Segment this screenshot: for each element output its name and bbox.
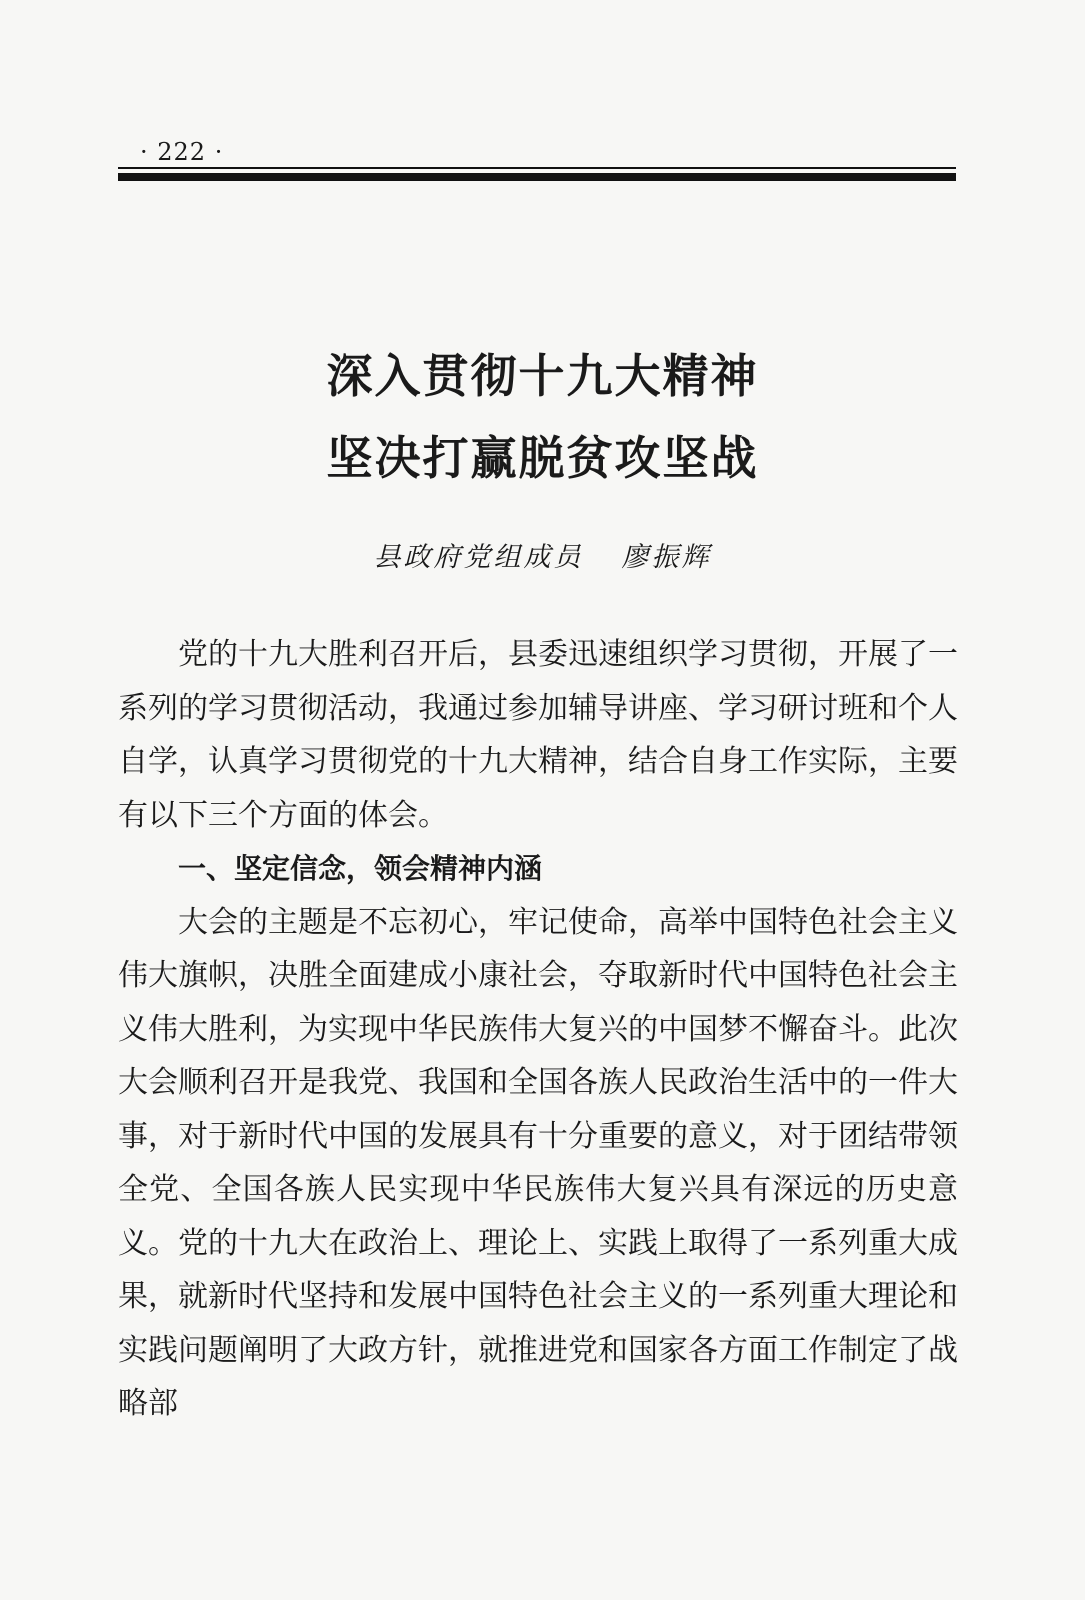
page-header [118, 130, 956, 190]
author-role: 县政府党组成员 [373, 542, 584, 573]
body-paragraph: 大会的主题是不忘初心，牢记使命，高举中国特色社会主义伟大旗帜，决胜全面建成小康社会，夺取新时代中国特色社会主义伟大胜利，为实现中华民族伟大复兴的中国梦不懈奋斗。此次大会顺利召开是我党、我国和全国各族人民政治生活中的一件大事，对于新时代中国的发展具有十分重要的意义，对于团结带领全党、全国各族人民实现中华民族伟大复兴具有深远的历史意义。党的十九大在政治上、理论上、实践上取得了一系列重大成果，就新时代坚持和发展中国特色社会主义的一系列重大理论和实践问题阐明了大政方针，就推进党和国家各方面工作制定了战略部 [118, 904, 958, 1421]
author-name: 廖振辉 [621, 542, 712, 573]
body-paragraph: 党的十九大胜利召开后，县委迅速组织学习贯彻，开展了一系列的学习贯彻活动，我通过参加辅导讲座、学习研讨班和个人自学，认真学习贯彻党的十九大精神，结合自身工作实际，主要有以下三个方面的体会。 [118, 637, 958, 833]
page-number: · 222 · [140, 138, 224, 166]
author-line [0, 535, 1085, 574]
title-line-1: 深入贯彻十九大精神 [326, 349, 759, 403]
section-heading: 一、坚定信念，领会精神内涵 [178, 852, 543, 885]
article-title [0, 335, 1085, 499]
header-rule-thick [118, 173, 956, 181]
title-line-2: 坚决打赢脱贫攻坚战 [326, 431, 759, 485]
header-rule-thin [118, 167, 956, 169]
article-body [118, 628, 958, 1431]
